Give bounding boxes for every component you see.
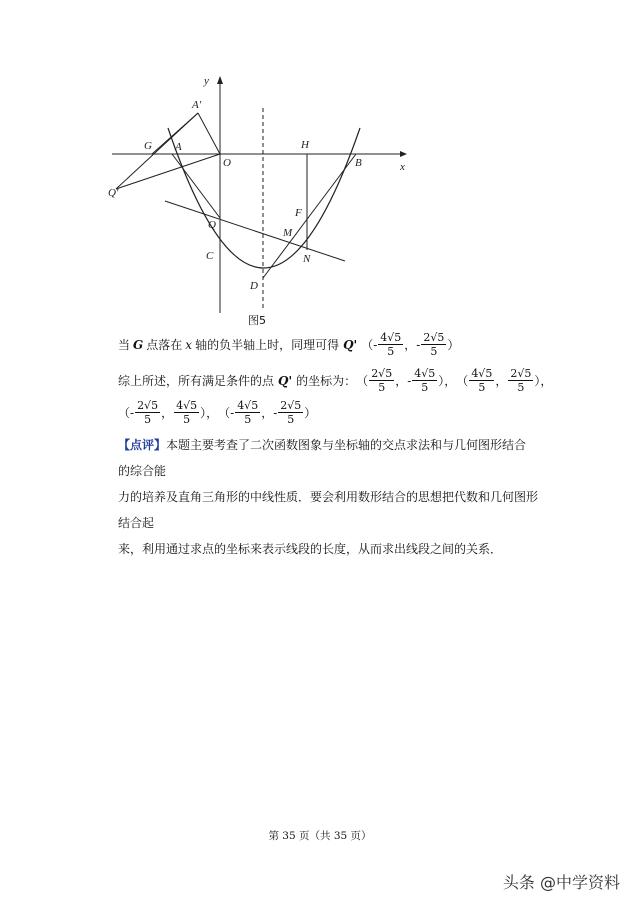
denominator: 5 [387, 345, 395, 358]
fraction [135, 400, 160, 425]
fraction [421, 332, 446, 357]
paren: ） [304, 406, 317, 420]
paren: （- [361, 338, 378, 352]
text: 当 [118, 338, 131, 352]
separator: ，- [261, 406, 278, 420]
label-M: M [283, 227, 293, 239]
line-A-prime-A [198, 113, 220, 154]
y-axis-arrow [217, 76, 223, 84]
fraction [369, 368, 394, 393]
label-D: D [250, 280, 258, 292]
denominator: 5 [421, 381, 429, 394]
numerator: 4√5 [380, 331, 402, 344]
numerator: 2√5 [137, 399, 159, 412]
comment-line-2: 力的培养及直角三角形的中线性质．要会利用数形结合的思想把代数和几何图形结合起 [118, 490, 539, 530]
numerator: 4√5 [237, 399, 259, 412]
page-footer: 第 35 页（共 35 页） [268, 830, 372, 842]
line-Q-prime-A-prime [116, 113, 198, 189]
denominator: 5 [430, 345, 438, 358]
fraction [235, 400, 260, 425]
paren: ） [447, 338, 460, 352]
paren: （- [118, 406, 135, 420]
fraction [378, 332, 403, 357]
fraction [174, 400, 199, 425]
label-F: F [295, 207, 302, 219]
comment-line-3: 来，利用通过求点的坐标来表示线段的长度，从而求出线段之间的关系． [118, 542, 503, 556]
paren: ）， [534, 374, 553, 388]
x-axis-arrow [400, 151, 407, 157]
text-line-1 [118, 332, 459, 357]
geometry-figure [100, 68, 420, 318]
paren: （ [356, 374, 369, 388]
label-H: H [301, 139, 309, 151]
numerator: 4√5 [176, 399, 198, 412]
label-Q-prime: Q' [108, 187, 119, 199]
denominator: 5 [244, 413, 252, 426]
watermark: 头条 @中学资料 [502, 873, 620, 892]
denominator: 5 [183, 413, 191, 426]
comment-line-1 [118, 432, 538, 484]
text: 点落在 [146, 338, 183, 352]
numerator: 2√5 [371, 367, 393, 380]
separator: ，- [404, 338, 421, 352]
label-Q: Q [208, 219, 216, 231]
parabola [168, 128, 360, 268]
line-AQ [172, 154, 220, 218]
numerator: 2√5 [280, 399, 302, 412]
label-N: N [303, 253, 311, 265]
paren: ）， [438, 374, 457, 388]
paren: ）， [200, 406, 219, 420]
comment-tag: 【点评】 [118, 438, 167, 452]
var-G: G [133, 337, 144, 352]
var-Q-prime: Q' [343, 337, 358, 352]
label-C: C [206, 250, 214, 262]
text-line-3 [118, 400, 316, 425]
text: 本题主要考查了二次函数图象与坐标轴的交点求法和与几何图形结合的综合能 [118, 438, 527, 478]
separator: ， [495, 374, 508, 388]
label-y: y [204, 75, 209, 87]
denominator: 5 [378, 381, 386, 394]
fraction [412, 368, 437, 393]
fraction [278, 400, 303, 425]
text: 综上所述，所有满足条件的点 [118, 374, 275, 388]
denominator: 5 [478, 381, 486, 394]
fraction [469, 368, 494, 393]
denominator: 5 [144, 413, 152, 426]
denominator: 5 [517, 381, 525, 394]
comment-paragraph [118, 432, 538, 562]
denominator: 5 [287, 413, 295, 426]
label-B: B [355, 157, 362, 169]
numerator: 4√5 [471, 367, 493, 380]
text: 轴的负半轴上时，同理可得 [195, 338, 340, 352]
fraction [508, 368, 533, 393]
text-line-2 [118, 368, 552, 393]
line-Q-prime-O [116, 154, 220, 189]
figure-caption: 图5 [248, 314, 266, 327]
numerator: 4√5 [414, 367, 436, 380]
line-QN [165, 201, 345, 261]
paren: （ [456, 374, 469, 388]
numerator: 2√5 [510, 367, 532, 380]
label-x: x [400, 161, 405, 173]
label-G: G [144, 140, 152, 152]
separator: ，- [395, 374, 412, 388]
var-Q-prime: Q' [278, 373, 293, 388]
paren: （- [218, 406, 235, 420]
var-x: x [185, 337, 193, 352]
label-O: O [223, 157, 231, 169]
label-A-prime: A' [192, 99, 202, 111]
separator: ， [161, 406, 174, 420]
label-A: A [175, 141, 182, 153]
numerator: 2√5 [423, 331, 445, 344]
text: 的坐标为： [296, 374, 357, 388]
